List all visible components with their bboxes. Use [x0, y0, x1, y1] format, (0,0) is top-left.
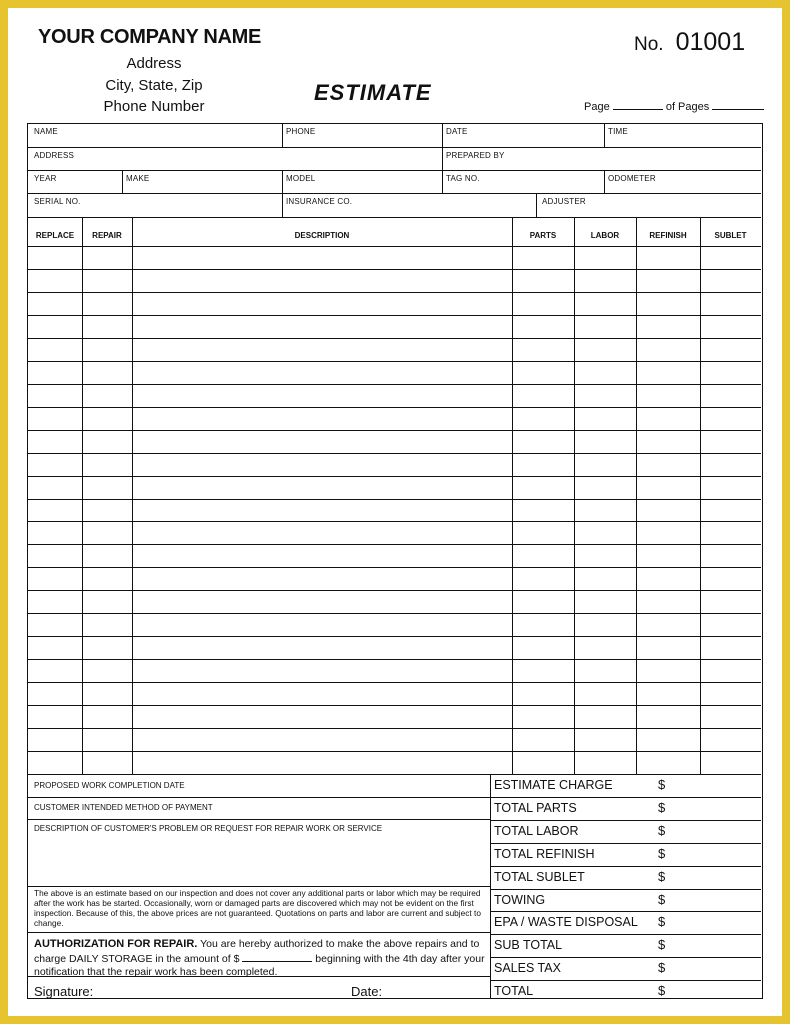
table-row[interactable]: [28, 430, 761, 431]
table-row[interactable]: [28, 682, 761, 683]
total-amount-field[interactable]: $: [658, 937, 666, 953]
table-row[interactable]: [28, 544, 761, 545]
name-label: NAME: [34, 127, 58, 136]
authorization-text: [34, 938, 486, 979]
total-label: SUB TOTAL: [494, 938, 563, 953]
page-number-blank[interactable]: [613, 99, 663, 110]
col-refinish: REFINISH: [649, 231, 687, 240]
col-sublet: SUBLET: [714, 231, 747, 240]
col-parts: PARTS: [529, 231, 557, 240]
storage-amount-blank[interactable]: [242, 951, 312, 962]
total-row-divider: [490, 820, 761, 821]
table-row[interactable]: [28, 292, 761, 293]
adjuster-label: ADJUSTER: [542, 197, 586, 206]
year-label: YEAR: [34, 174, 57, 183]
total-amount-field[interactable]: $: [658, 914, 666, 930]
total-label: TOTAL: [494, 984, 534, 999]
signature-label: Signature:: [34, 984, 94, 999]
company-phone: Phone Number: [103, 98, 205, 115]
total-amount-field[interactable]: $: [658, 891, 666, 907]
estimate-disclaimer: The above is an estimate based on our inspection and does not cover any additional parts or labor which may be required after the work has be started. Occasionally, worn or damaged parts are discovered which may not be evident on the first inspection. Because of this, the above prices are not guaranteed. Quotations on parts and labor are current and subject to change.: [34, 888, 481, 928]
date-label: DATE: [446, 127, 468, 136]
total-amount-field[interactable]: $: [658, 983, 666, 999]
table-row[interactable]: [28, 269, 761, 270]
insurance-co-label: INSURANCE CO.: [286, 197, 353, 206]
page-label: Page: [584, 101, 610, 113]
total-row-divider: [490, 797, 761, 798]
address-label: ADDRESS: [34, 151, 75, 160]
total-pages-blank[interactable]: [712, 99, 764, 110]
total-label: TOTAL REFINISH: [494, 846, 595, 861]
table-row[interactable]: [28, 315, 761, 316]
total-row-divider: [490, 843, 761, 844]
table-row[interactable]: [28, 499, 761, 500]
form-number-value: 01001: [675, 28, 746, 56]
authorization-text-1: You are hereby authorized to make the above repairs and to charge DAILY STORAGE in the amount of $: [34, 938, 480, 965]
total-amount-field[interactable]: $: [658, 845, 666, 861]
total-label: EPA / WASTE DISPOSAL: [494, 915, 638, 930]
form-number-label: No.: [634, 34, 664, 55]
total-amount-field[interactable]: $: [658, 868, 666, 884]
problem-description-label: DESCRIPTION OF CUSTOMER'S PROBLEM OR REQUEST FOR REPAIR WORK OR SERVICE: [34, 824, 383, 833]
total-label: TOTAL SUBLET: [494, 869, 585, 884]
total-amount-field[interactable]: $: [658, 960, 666, 976]
table-row[interactable]: [28, 705, 761, 706]
of-pages-label: of Pages: [665, 101, 710, 113]
form-box: [27, 123, 763, 999]
model-label: MODEL: [286, 174, 316, 183]
total-amount-field[interactable]: $: [658, 777, 666, 792]
total-label: TOTAL PARTS: [494, 800, 577, 815]
time-label: TIME: [608, 127, 628, 136]
authorization-text-2: beginning with the 4th day after your notification that the repair work has been completed.: [34, 953, 485, 978]
table-row[interactable]: [28, 361, 761, 362]
tag-no-label: TAG NO.: [446, 174, 480, 183]
payment-method-label: CUSTOMER INTENDED METHOD OF PAYMENT: [34, 803, 213, 812]
date-signed-label: Date:: [351, 984, 383, 999]
company-city-state-zip: City, State, Zip: [105, 77, 203, 94]
prepared-by-label: PREPARED BY: [446, 151, 505, 160]
table-row[interactable]: [28, 384, 761, 385]
col-replace: REPLACE: [35, 231, 75, 240]
authorization-title: AUTHORIZATION FOR REPAIR.: [34, 938, 198, 950]
page-count: [584, 99, 764, 113]
serial-no-label: SERIAL NO.: [34, 197, 81, 206]
table-row[interactable]: [28, 453, 761, 454]
table-row[interactable]: [28, 636, 761, 637]
proposed-completion-label: PROPOSED WORK COMPLETION DATE: [34, 781, 185, 790]
table-row[interactable]: [28, 407, 761, 408]
form-number: [634, 28, 745, 57]
total-row-divider: [490, 911, 761, 912]
col-labor: LABOR: [590, 231, 620, 240]
odometer-label: ODOMETER: [608, 174, 656, 183]
total-label: TOTAL LABOR: [494, 823, 579, 838]
table-row[interactable]: [28, 659, 761, 660]
total-row-divider: [490, 889, 761, 890]
phone-label: PHONE: [286, 127, 316, 136]
col-repair: REPAIR: [92, 231, 122, 240]
company-address: Address: [126, 55, 182, 72]
table-row[interactable]: [28, 567, 761, 568]
total-row-divider: [490, 934, 761, 935]
form-title: ESTIMATE: [314, 80, 432, 105]
table-row[interactable]: [28, 590, 761, 591]
table-row[interactable]: [28, 476, 761, 477]
total-label: ESTIMATE CHARGE: [494, 778, 613, 792]
table-row[interactable]: [28, 613, 761, 614]
total-row-divider: [490, 980, 761, 981]
total-label: TOWING: [494, 892, 546, 907]
make-label: MAKE: [126, 174, 150, 183]
total-amount-field[interactable]: $: [658, 799, 666, 815]
estimate-form-page: [8, 8, 782, 1016]
total-label: SALES TAX: [494, 961, 561, 976]
col-description: DESCRIPTION: [294, 231, 350, 240]
table-row[interactable]: [28, 728, 761, 729]
company-name: YOUR COMPANY NAME: [38, 26, 262, 48]
table-row[interactable]: [28, 751, 761, 752]
total-row-divider: [490, 957, 761, 958]
total-row-divider: [490, 866, 761, 867]
table-row[interactable]: [28, 338, 761, 339]
total-amount-field[interactable]: $: [658, 822, 666, 838]
table-row[interactable]: [28, 521, 761, 522]
